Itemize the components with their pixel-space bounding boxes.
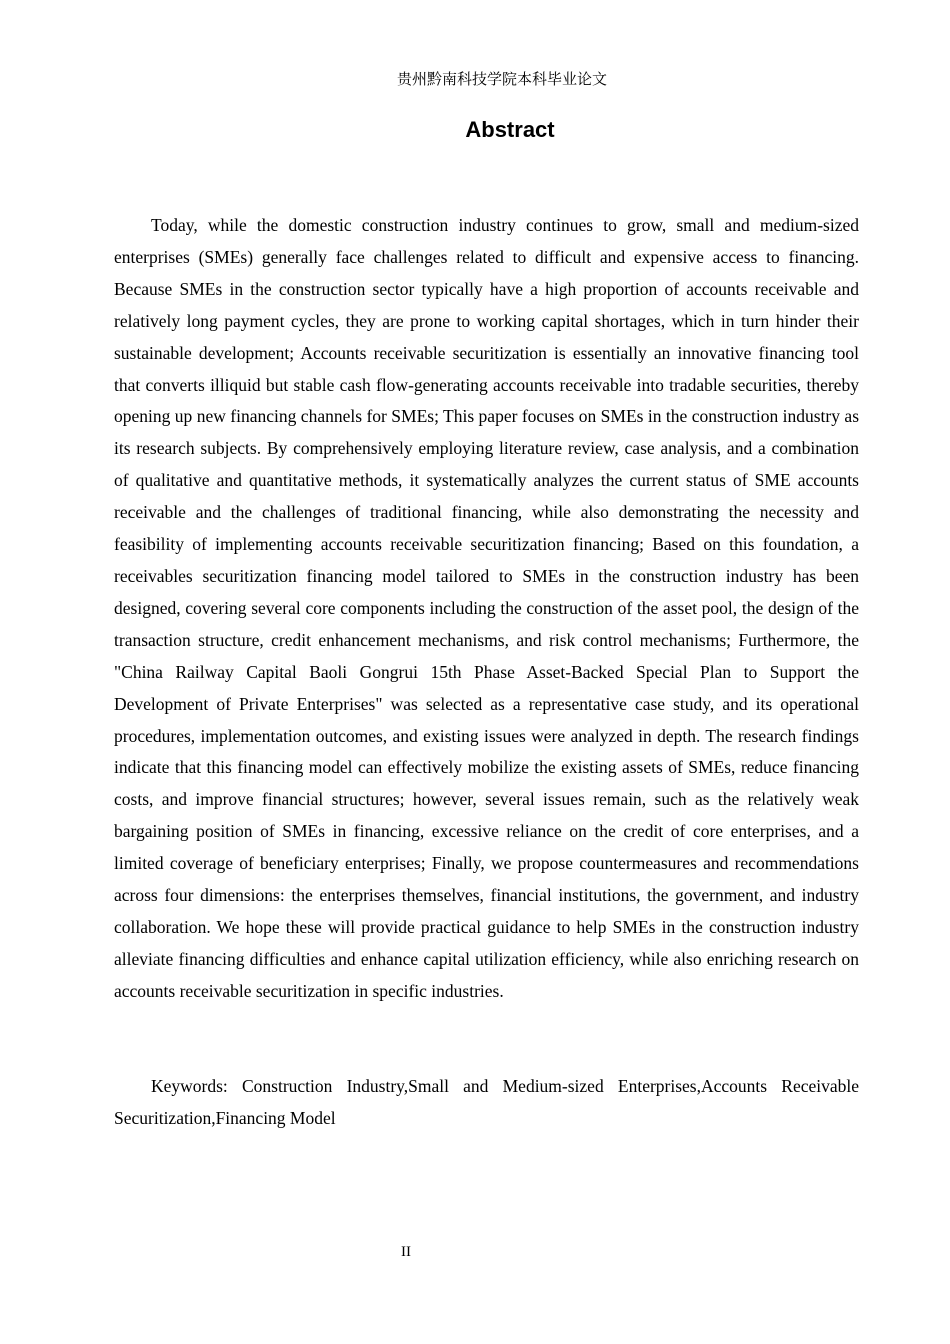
keywords-line: Keywords: Construction Industry,Small and Medium-sized Enterprises,Accounts Receivable Securitization,Financing Model: [114, 1076, 859, 1128]
running-header: 贵州黔南科技学院本科毕业论文: [396, 70, 607, 88]
page-title: Abstract: [465, 117, 555, 142]
page-number: II: [401, 1244, 411, 1260]
abstract-body: Today, while the domestic construction industry continues to grow, small and medium-sized enterprises (SMEs) generally face challenges related to difficult and expensive access to financing. Because SMEs in the construction sector typically have a high proportion of accounts receivable and relatively long payment cycles, they are prone to working capital shortages, which in turn hinder their sustainable development; Accounts receivable securitization is essentially an innovative financing tool that converts illiquid but stable cash flow-generating accounts receivable into tradable securities, thereby opening up new financing channels for SMEs; This paper focuses on SMEs in the construction industry as its research subjects. By comprehensively employing literature review, case analysis, and a combination of qualitative and quantitative methods, it systematically analyzes the current status of SME accounts receivable and the challenges of traditional financing, while also demonstrating the necessity and feasibility of implementing accounts receivable securitization financing; Based on this foundation, a receivables securitization financing model tailored to SMEs in the construction industry has been designed, covering several core components including the construction of the asset pool, the design of the transaction structure, credit enhancement mechanisms, and risk control mechanisms; Furthermore, the "China Railway Capital Baoli Gongrui 15th Phase Asset-Backed Special Plan to Support the Development of Private Enterprises" was selected as a representative case study, and its operational procedures, implementation outcomes, and existing issues were analyzed in depth. The research findings indicate that this financing model can effectively mobilize the existing assets of SMEs, reduce financing costs, and improve financial structures; however, several issues remain, such as the relatively weak bargaining position of SMEs in financing, excessive reliance on the credit of core enterprises, and a limited coverage of beneficiary enterprises; Finally, we propose countermeasures and recommendations across four dimensions: the enterprises themselves, financial institutions, the government, and industry collaboration. We hope these will provide practical guidance to help SMEs in the construction industry alleviate financing difficulties and enhance capital utilization efficiency, while also enriching research on accounts receivable securitization in specific industries.: [114, 215, 859, 1001]
